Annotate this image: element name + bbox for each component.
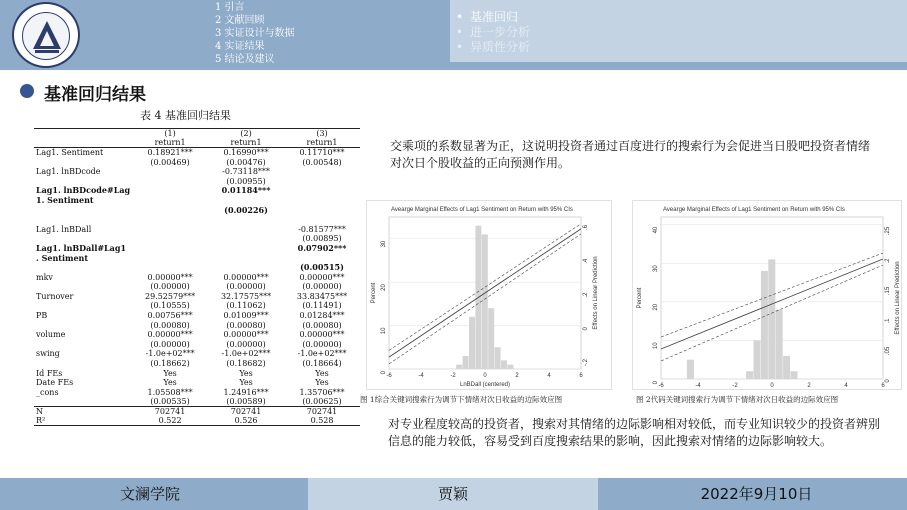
- table-cell: (0.00625): [302, 397, 342, 407]
- row-label: [34, 359, 132, 369]
- table-row: [34, 340, 360, 350]
- table-cell: -0.81577***: [298, 224, 346, 234]
- x-tick-label: -4: [418, 373, 424, 379]
- table-cell: Yes: [315, 378, 329, 388]
- table-cell: -1.0e+02***: [297, 349, 347, 359]
- table-cell: 0.07902***: [297, 242, 347, 253]
- table-cell: 702741: [208, 407, 284, 417]
- y-axis-title: Percent: [637, 287, 643, 309]
- y2-tick-label: .6: [583, 224, 589, 230]
- toc-item[interactable]: 5 结论及建议: [215, 54, 275, 65]
- table-cell: [284, 205, 360, 215]
- row-label: _cons: [36, 387, 59, 397]
- histogram-bar: [482, 234, 488, 369]
- subsection-label: 进一步分析: [470, 25, 531, 39]
- row-label: [34, 129, 132, 139]
- histogram-bar: [754, 340, 761, 379]
- row-label: Lag1. lnBDcode#Lag: [36, 185, 131, 196]
- toc-item-active[interactable]: 4 实证结果: [215, 41, 265, 52]
- table-cell: Yes: [163, 378, 177, 388]
- interpretation-paragraph: 交乘项的系数显著为正，这说明投资者通过百度进行的搜索行为会促进当日股吧投资者情绪对次日个股收益的正向预测作用。: [390, 139, 871, 170]
- table-cell: [284, 215, 360, 225]
- table-cell: [208, 253, 284, 263]
- table-cell: (0.00469): [150, 157, 190, 167]
- table-cell: [132, 234, 208, 244]
- x-tick-label: 6: [881, 383, 885, 389]
- footer-school: 文澜学院: [119, 485, 180, 503]
- table-row: [34, 282, 360, 292]
- x-tick-label: -4: [695, 383, 701, 389]
- row-label: N: [34, 407, 132, 417]
- table-row: [34, 311, 360, 321]
- heterogeneity-paragraph: 对专业程度较高的投资者，搜索对其情绪的边际影响相对较低，而专业知识较少的投资者辨别信息的能力较低，容易受到百度搜索结果的影响，因此搜索对情绪的边际影响较大。: [388, 417, 881, 448]
- table-cell: 0.16990***: [223, 148, 269, 158]
- figure-lnbdcode: [632, 200, 902, 390]
- table-cell: (0.00515): [300, 262, 344, 273]
- y-tick-label: 10: [381, 327, 387, 335]
- table-row: [34, 349, 360, 359]
- row-label: R²: [34, 416, 132, 426]
- table-cell: [208, 234, 284, 244]
- y-tick-label: 0: [381, 371, 387, 375]
- y-tick-label: 10: [653, 342, 659, 350]
- row-label: swing: [36, 349, 60, 359]
- table-row: [34, 167, 360, 177]
- row-label: volume: [36, 330, 66, 340]
- histogram-bar: [687, 360, 694, 379]
- table-cell: [208, 244, 284, 254]
- table-row: [34, 148, 360, 158]
- row-label: [34, 205, 132, 215]
- x-tick-label: 4: [547, 373, 551, 379]
- row-label: mkv: [36, 272, 53, 282]
- x-tick-label: 0: [770, 383, 774, 389]
- table-row: [34, 359, 360, 369]
- footer-date: 2022年9月10日: [700, 485, 813, 503]
- table-cell: 0.18921***: [147, 148, 193, 158]
- chart-title: Avearge Marginal Effects of Lag1 Sentiment on Return with 95% CIs: [663, 207, 845, 213]
- x-axis-title: LnBDall (centered): [459, 382, 511, 388]
- table-cell: (0.18662): [150, 359, 190, 369]
- y-tick-label: 30: [653, 265, 659, 272]
- table-row: [34, 292, 360, 302]
- table-row: [34, 397, 360, 407]
- university-logo: [12, 2, 80, 68]
- table-cell: 0.00000***: [147, 330, 193, 340]
- table-cell: (0.00080): [150, 320, 190, 330]
- table-cell: Yes: [163, 368, 177, 378]
- y2-axis-title: Effects on Linear Prediction: [593, 256, 599, 330]
- y-tick-label: 0: [653, 381, 659, 385]
- table-cell: (0.00000): [150, 339, 190, 349]
- subsection-label: 基准回归: [470, 10, 519, 24]
- row-label: [34, 263, 132, 273]
- y2-tick-label: .4: [583, 258, 589, 264]
- table-cell: Yes: [315, 368, 329, 378]
- bullet-icon: •: [456, 25, 464, 39]
- row-label: Lag1. lnBDall: [36, 224, 92, 234]
- toc-nav: [215, 1, 295, 66]
- x-tick-label: -2: [450, 373, 456, 379]
- table-cell: [284, 176, 360, 186]
- row-label: [34, 138, 132, 148]
- histogram-bar: [456, 365, 462, 369]
- marginal-effects-chart-2: [633, 201, 903, 391]
- row-label: 1. Sentiment: [36, 194, 94, 205]
- y2-axis-title: Effects on Linear Prediction: [895, 261, 901, 335]
- table-caption: 表 4 基准回归结果: [140, 109, 231, 122]
- table-stat-row: [34, 407, 360, 417]
- page-title: 基准回归结果: [44, 85, 146, 105]
- y-tick-label: 20: [381, 284, 387, 291]
- subsection-nav: [450, 0, 907, 62]
- row-label: Date FEs: [36, 378, 74, 388]
- chart-title: Avearge Marginal Effects of Lag1 Sentiment on Return with 95% CIs: [391, 207, 573, 213]
- row-label: [34, 320, 132, 330]
- table-cell: 702741: [132, 407, 208, 417]
- table-cell: (0.18682): [226, 359, 266, 369]
- row-label: [34, 215, 132, 225]
- table-cell: (3): [284, 129, 360, 139]
- table-row: [34, 330, 360, 340]
- table-cell: (0.00000): [302, 282, 342, 292]
- table-cell: 0.526: [208, 416, 284, 426]
- x-tick-label: 0: [483, 373, 487, 379]
- table-row: [34, 263, 360, 273]
- bullet-icon: •: [456, 40, 464, 54]
- histogram-bar: [463, 356, 469, 369]
- table-cell: [132, 186, 208, 196]
- table-cell: (0.00548): [302, 157, 342, 167]
- x-tick-label: 2: [807, 383, 811, 389]
- y2-tick-label: .1: [885, 318, 891, 324]
- histogram-bar: [469, 317, 475, 369]
- table-cell: [132, 253, 208, 263]
- table-cell: (0.00080): [226, 320, 266, 330]
- row-label: [34, 340, 132, 350]
- toc-item[interactable]: 2 文献回顾: [215, 15, 265, 26]
- table-header-row: [34, 129, 360, 139]
- histogram-bar: [776, 310, 783, 379]
- table-row: [34, 301, 360, 311]
- table-cell: 32.17575***: [220, 291, 272, 301]
- table-cell: [132, 176, 208, 186]
- table-cell: -1.0e+02***: [221, 349, 271, 359]
- table-cell: [132, 244, 208, 254]
- table-row: [34, 224, 360, 234]
- table-cell: [132, 224, 208, 234]
- table-row: [34, 157, 360, 167]
- row-label: Lag1. Sentiment: [36, 148, 104, 158]
- subsection-item-baseline[interactable]: [456, 10, 530, 25]
- table-row: [34, 368, 360, 378]
- table-cell: [284, 167, 360, 177]
- table-cell: 1.24916***: [223, 387, 269, 397]
- x-tick-label: -2: [732, 383, 738, 389]
- header-bar: [0, 0, 907, 70]
- table-cell: 0.00000***: [299, 330, 345, 340]
- table-cell: 0.522: [132, 416, 208, 426]
- table-cell: (0.18664): [302, 359, 342, 369]
- table-cell: (1): [132, 129, 208, 139]
- histogram-bar: [746, 371, 753, 379]
- table-cell: Yes: [239, 368, 253, 378]
- x-tick-label: 2: [515, 373, 519, 379]
- x-tick-label: 6: [579, 373, 583, 379]
- figure-lnbdall: [366, 200, 612, 390]
- row-label: Id FEs: [36, 368, 63, 378]
- x-tick-label: 4: [844, 383, 848, 389]
- table-cell: 33.83475***: [296, 291, 348, 301]
- table-cell: [132, 263, 208, 273]
- y-tick-label: 20: [653, 303, 659, 311]
- table-cell: 29.52579***: [144, 291, 196, 301]
- y2-tick-label: -.2: [583, 359, 589, 367]
- table-cell: 0.00000***: [223, 330, 269, 340]
- table-row: [34, 215, 360, 225]
- row-label: [34, 301, 132, 311]
- x-tick-label: -6: [658, 383, 664, 389]
- table-cell: (0.00535): [150, 397, 190, 407]
- y-axis-title: Percent: [371, 282, 377, 304]
- table-cell: return1: [208, 138, 284, 148]
- table-cell: [284, 186, 360, 196]
- toc-item[interactable]: 3 实证设计与数据: [215, 28, 295, 39]
- table-cell: -0.73118***: [222, 167, 270, 177]
- row-label: Lag1. lnBDcode: [36, 167, 101, 177]
- y2-tick-label: .25: [885, 226, 891, 236]
- histogram-bar: [507, 365, 513, 369]
- table-cell: -1.0e+02***: [145, 349, 195, 359]
- y2-tick-label: 0: [885, 379, 891, 383]
- table-cell: return1: [284, 138, 360, 148]
- table-cell: 0.00000***: [223, 272, 269, 282]
- table-row: [34, 388, 360, 398]
- table-cell: (0.00476): [226, 157, 266, 167]
- table-cell: 0.01184***: [221, 185, 271, 196]
- subsection-item-further[interactable]: [456, 25, 530, 40]
- subsection-item-heterogeneity[interactable]: [456, 40, 530, 55]
- footer-bar: [0, 478, 907, 510]
- histogram-bar: [768, 259, 775, 379]
- table-cell: 0.00000***: [147, 272, 193, 282]
- footer-author: 贾颖: [308, 478, 598, 510]
- table-cell: Yes: [239, 378, 253, 388]
- bullet-icon: •: [456, 10, 464, 24]
- histogram-bar: [791, 371, 798, 379]
- table-cell: 0.00000***: [299, 272, 345, 282]
- table-cell: (0.11062): [226, 301, 266, 311]
- table-cell: 1.05508***: [147, 387, 193, 397]
- table-cell: (0.10555): [150, 301, 190, 311]
- table-cell: 1.35706***: [299, 387, 345, 397]
- histogram-bar: [501, 360, 507, 369]
- logo-emblem: [22, 12, 70, 60]
- y2-tick-label: .05: [885, 346, 891, 356]
- row-label: PB: [36, 311, 48, 321]
- regression-table: [34, 128, 360, 426]
- table-cell: [132, 167, 208, 177]
- table-cell: [132, 196, 208, 206]
- table-cell: (0.00080): [302, 320, 342, 330]
- table-cell: 0.11710***: [299, 148, 345, 158]
- subsection-label: 异质性分析: [470, 40, 531, 54]
- table-row: [34, 205, 360, 215]
- table-cell: (0.00955): [226, 176, 266, 186]
- logo-mark-icon: [23, 13, 71, 61]
- table-cell: (0.00000): [226, 339, 266, 349]
- table-cell: [132, 205, 208, 215]
- table-row: [34, 272, 360, 282]
- table-cell: (0.00000): [226, 282, 266, 292]
- table-cell: 702741: [284, 407, 360, 417]
- row-label: . Sentiment: [36, 252, 89, 263]
- table-cell: (0.11491): [302, 301, 342, 311]
- table-cell: [208, 263, 284, 273]
- table-cell: (2): [208, 129, 284, 139]
- table-row: [34, 196, 360, 206]
- table-cell: 0.00756***: [147, 311, 193, 321]
- table-cell: 0.528: [284, 416, 360, 426]
- histogram-bar: [783, 356, 790, 379]
- table-cell: [284, 196, 360, 206]
- figure-caption: 图 2代码关键词搜索行为调节下情绪对次日收益的边际效应图: [636, 395, 839, 404]
- row-label: Lag1. lnBDall#Lag1: [36, 242, 127, 253]
- section-bullet-icon: [20, 84, 34, 98]
- y-tick-label: 40: [653, 226, 659, 234]
- row-label: [34, 282, 132, 292]
- table-cell: (0.00895): [302, 234, 342, 244]
- row-label: [34, 397, 132, 407]
- y2-tick-label: .15: [885, 286, 891, 296]
- table-cell: return1: [132, 138, 208, 148]
- figure-caption: 图 1综合关键词搜索行为调节下情绪对次日收益的边际效应图: [360, 395, 563, 404]
- table-cell: (0.00000): [302, 339, 342, 349]
- y2-tick-label: .2: [885, 258, 891, 264]
- table-cell: [208, 196, 284, 206]
- row-label: [34, 157, 132, 167]
- histogram-bar: [761, 271, 768, 379]
- marginal-effects-chart-1: [367, 201, 613, 391]
- table-cell: (0.00589): [226, 397, 266, 407]
- y2-tick-label: .2: [583, 292, 589, 298]
- toc-item[interactable]: 1 引言: [215, 2, 245, 13]
- table-cell: (0.00000): [150, 282, 190, 292]
- table-row: [34, 378, 360, 388]
- histogram-bar: [495, 347, 501, 369]
- y2-tick-label: 0: [583, 327, 589, 331]
- table-cell: [208, 224, 284, 234]
- y-tick-label: 30: [381, 240, 387, 248]
- table-stat-row: [34, 416, 360, 426]
- table-cell: [132, 215, 208, 225]
- row-label: Turnover: [36, 291, 74, 301]
- table-row: [34, 320, 360, 330]
- table-cell: 0.01009***: [223, 311, 269, 321]
- table-cell: (0.00226): [224, 204, 268, 215]
- table-row: [34, 244, 360, 254]
- table-header-row: [34, 138, 360, 148]
- table-cell: [208, 215, 284, 225]
- histogram-bar: [488, 308, 494, 369]
- x-tick-label: -6: [386, 373, 392, 379]
- table-cell: 0.01284***: [299, 311, 345, 321]
